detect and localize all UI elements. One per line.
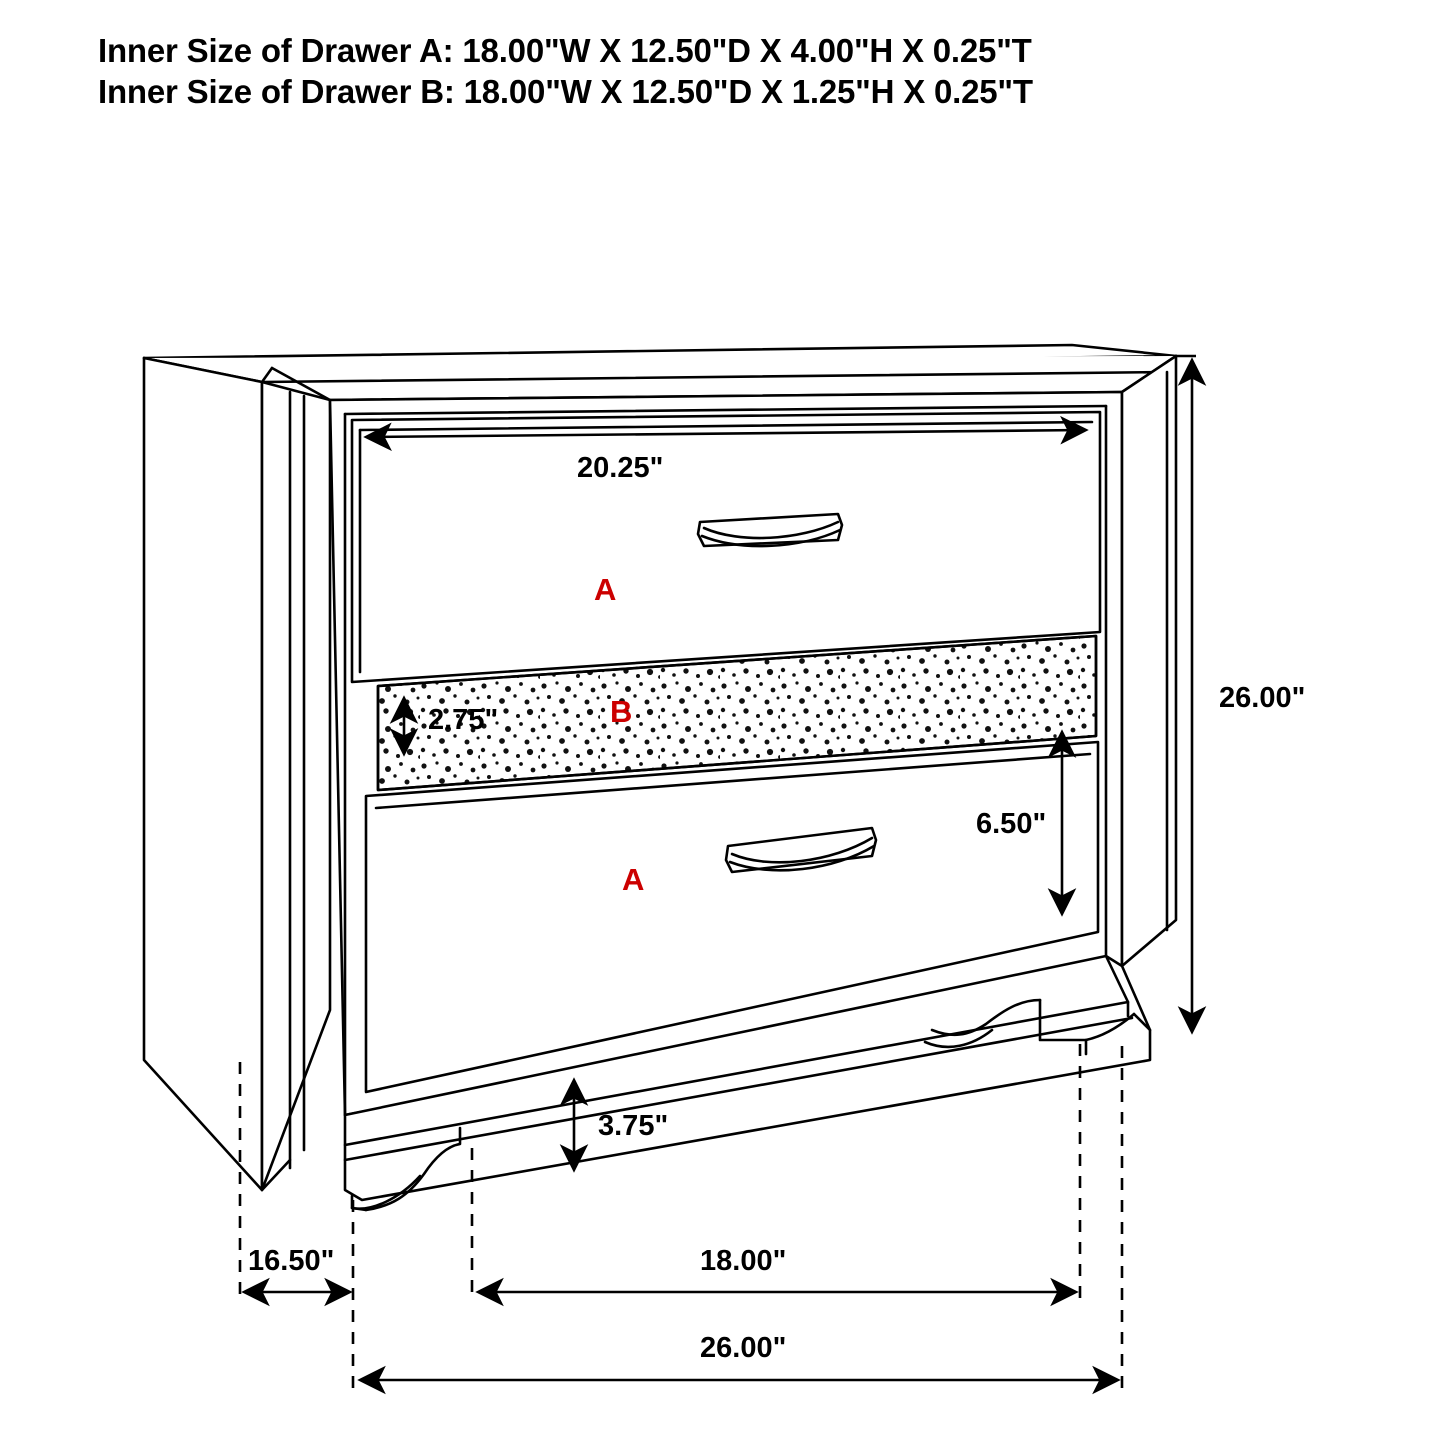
- dim-label-depth: 16.50": [248, 1245, 335, 1277]
- dim-label-bottom-drawer-height: 6.50": [976, 808, 1047, 840]
- dim-label-leg-height: 3.75": [598, 1110, 669, 1142]
- dim-label-overall-width: 26.00": [700, 1332, 787, 1364]
- dim-label-drawer-b-height: 2.75": [428, 704, 499, 736]
- drawer-label-a-top: A: [594, 572, 617, 607]
- drawer-b-spec-line: Inner Size of Drawer B: 18.00"W X 12.50"D X 1.25"H X 0.25"T: [98, 73, 1033, 110]
- drawer-a-spec-line: Inner Size of Drawer A: 18.00"W X 12.50"D X 4.00"H X 0.25"T: [98, 32, 1032, 69]
- dim-label-overall-height: 26.00": [1219, 682, 1306, 714]
- drawer-label-b: B: [610, 694, 633, 729]
- dim-label-inner-width: 18.00": [700, 1245, 787, 1277]
- drawer-label-a-bottom: A: [622, 862, 645, 897]
- cabinet-right-edge: [1122, 356, 1176, 966]
- dim-label-top-drawer-width: 20.25": [577, 452, 664, 484]
